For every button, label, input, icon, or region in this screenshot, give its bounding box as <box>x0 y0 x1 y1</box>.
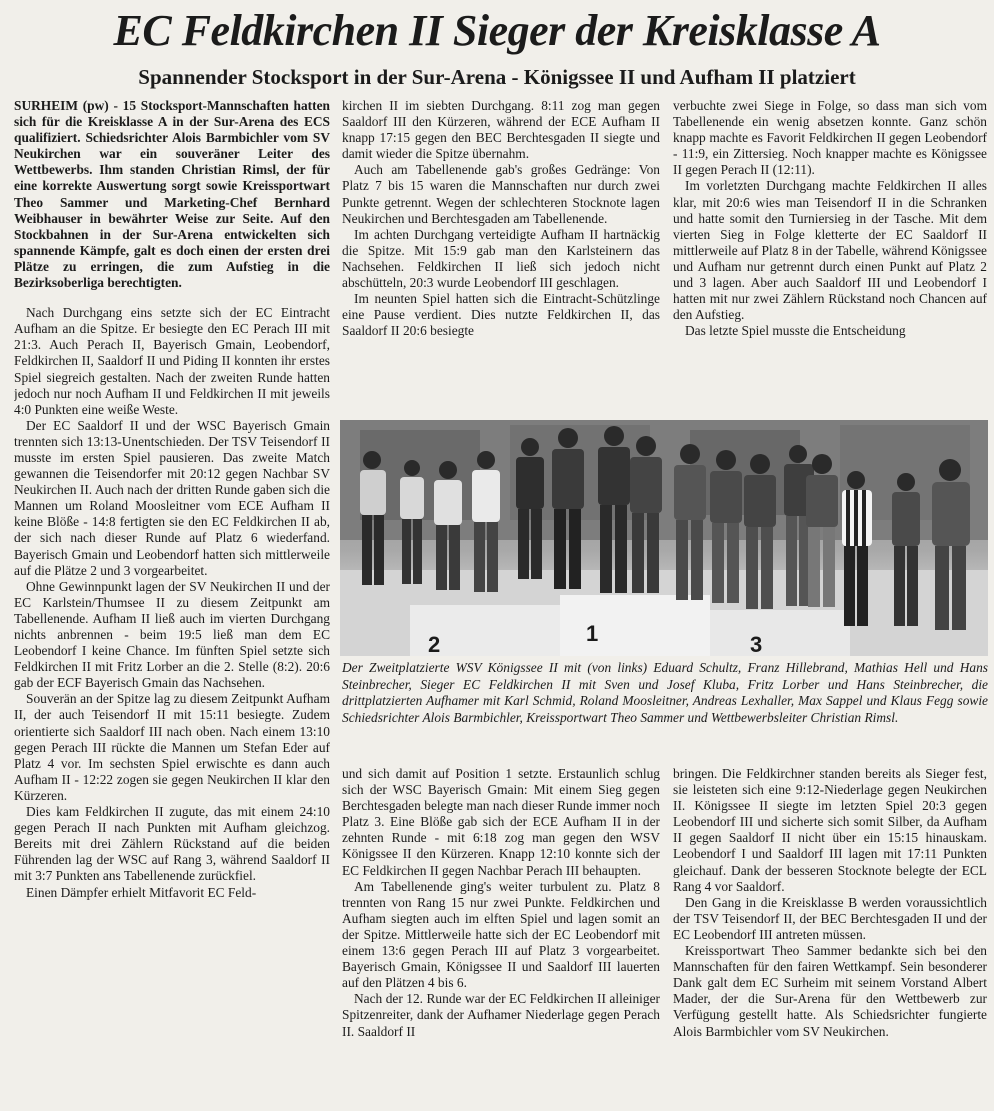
article-paragraph: bringen. Die Feldkirchner standen bereits als Sieger fest, sie leisteten sich eine 9:12-Niederlage gegen Neukirchen II. Königssee II siegte im letzten Spiel 20:3 gegen Leobendorf III und sicherte sich somit Silber, da Aufham II gegen Saaldorf II nicht über ein 15:15 hinauskam. Leobendorf I und Saaldorf III lagen mit 17:11 Punkten gleichauf. Dank der besseren Stocknote belegte der ECL Rang 4 vor Saaldorf. <box>673 766 987 894</box>
lead-paragraph: SURHEIM (pw) - 15 Stocksport-Mannschaften hatten sich für die Kreisklasse A in der Sur-Arena des ECS qualifiziert. Schiedsrichter Alois Barmbichler vom SV Neukirchen war ein souveräner Leiter des Wettbewerbs. Ihm standen Christian Rimsl, der für eine korrekte Auswertung sorgt sowie Kreissportwart Theo Sammer und Marketing-Chef Bernhard Weibhauser in bewährter Weise zur Seite. Auf den Stockbahnen in der Sur-Arena entwickelten sich spannende Kämpfe, galt es doch einen der ersten drei Plätze zu erringen, die zum Aufstieg in die Bezirksoberliga berechtigten. <box>14 98 330 291</box>
article-paragraph: verbuchte zwei Siege in Folge, so dass man sich vom Tabellenende ein wenig absetzen konnte. Ganz schön knapp machte es Favorit Feldkirchen II gegen Leobendorf - 11:9, ein Zittersieg. Noch knapper machte es Königssee II gegen Perach II (12:11). <box>673 98 987 178</box>
article-column-3-lower <box>673 766 987 1110</box>
article-column-2-lower <box>342 766 660 1110</box>
article-paragraph: Den Gang in die Kreisklasse B werden voraussichtlich der TSV Teisendorf II, der BEC Berchtesgaden II und der EC Leobendorf III antreten müssen. <box>673 894 987 942</box>
article-paragraph: Einen Dämpfer erhielt Mitfavorit EC Feld- <box>26 884 257 900</box>
article-paragraph: Im neunten Spiel hatten sich die Eintracht-Schützlinge eine Pause verdient. Dies nutzte Feldkirchen II, das Saaldorf II 20:6 besiegte <box>342 291 660 339</box>
podium-label-1: 1 <box>586 621 599 646</box>
article-paragraph: Nach Durchgang eins setzte sich der EC Eintracht Aufham an die Spitze. Er besiegte den EC Perach III mit 21:3. Auch Perach II, Bayerisch Gmain, Leobendorf, Feldkirchen II, Saaldorf II und Piding II konnten ihr erstes Spiel siegreich gestalten. Nach der zweiten Runde hatten jedoch nur noch Aufham II und Feldkirchen II mit jeweils 4:0 Punkten eine weiße Weste. <box>14 305 330 417</box>
podium-label-2: 2 <box>428 632 441 656</box>
article-column-1 <box>14 98 330 1108</box>
article-paragraph: und sich damit auf Position 1 setzte. Erstaunlich schlug sich der WSC Bayerisch Gmain: Mit einem Sieg gegen Berchtesgaden belegte man nach dieser Runde immer noch Platz 3. Eine Blöße gab sich der ECE Aufham II in der zehnten Runde - mit 6:18 zog man gegen den WSV Königssee II den Kürzeren. Knapp 12:10 konnte sich der EC Feldkirchen II gegen Nachbar Perach III behaupten. <box>342 766 660 878</box>
article-paragraph: Der EC Saaldorf II und der WSC Bayerisch Gmain trennten sich 13:13-Unentschieden. Der TSV Teisendorf II musste im ersten Spiel pausieren. Das zweite Match gewannen die Teisendorfer mit 20:12 gegen Nachbar SV Neukirchen II. Auch nach der dritten Runde gaben sich die Mannen um Roland Moosleitner vom ECE Aufham II keine Blöße - 14:8 fertigten sie den EC Feldkirchen II ab, der sich nach dieser Runde auf Platz 6 wiederfand. Bayerisch Gmain und Leobendorf hatten sich mittlerweile auf die Plätze 2 und 3 vorgearbeitet. <box>14 417 330 578</box>
article-paragraph: Ohne Gewinnpunkt lagen der SV Neukirchen II und der EC Karlstein/Thumsee II zu diesem Zeitpunkt am Tabellenende. Aufham II ließ auch im vierten Durchgang nichts anbrennen - beim 19:5 ließ man dem EC Leobendorf I keine Chance. Im fünften Spiel setzte sich Feldkirchen II mit Fritz Lorber an die 2. Stelle (8:2). 20:6 gab der ECF Bayerisch Gmain das Nachsehen. <box>14 578 330 691</box>
article-paragraph: Im vorletzten Durchgang machte Feldkirchen II alles klar, mit 20:6 wies man Teisendorf II in die Schranken und hatte somit den Turniersieg in der Tasche. Mit dem vierten Sieg in Folge kletterte der EC Saaldorf II mittlerweile auf Platz 8 in der Tabelle, während Königssee und Aufham nur getrennt durch einen Punkt auf Platz 2 und 3 lagen. Aber auch Saaldorf III und Leobendorf I hatten mit nur zwei Zählern Rückstand noch Chancen auf den Aufstieg. <box>673 178 987 323</box>
article-paragraph: Am Tabellenende ging's weiter turbulent zu. Platz 8 trennten von Rang 15 nur zwei Punkte. Feldkirchen und Aufham siegten auch im elften Spiel und lagen somit an der Spitze. Mittlerweile hatte sich der EC Leobendorf mit einem 13:6 gegen Perach III auf Platz 3 vorgearbeitet. Bayerisch Gmain, Königssee II und Saaldorf III lauerten auf den Plätzen 4 bis 6. <box>342 878 660 991</box>
podium-label-3: 3 <box>750 632 763 656</box>
article-paragraph: Dies kam Feldkirchen II zugute, das mit einem 24:10 gegen Perach II nach Punkten mit Aufham gleichzog. Bereits mit drei Zählern Rückstand auf die beiden Führenden lag der WSC auf Rang 3, während Saaldorf II mit 3:7 Punkten ans Tabellenende zurückfiel. <box>14 804 330 884</box>
article-paragraph: Nach der 12. Runde war der EC Feldkirchen II alleiniger Spitzenreiter, dank der Aufhamer Niederlage gegen Perach II. Saaldorf II <box>342 991 660 1039</box>
article-paragraph: Auch am Tabellenende gab's großes Gedränge: Von Platz 7 bis 15 waren die Mannschaften nur durch zwei Punkte getrennt. Wegen der schlechteren Stocknote lagen Neukirchen und Berchtesgaden am Tabellenende. <box>342 162 660 226</box>
article-column-2 <box>342 98 660 416</box>
article-column-3 <box>673 98 987 416</box>
photo-caption: Der Zweitplatzierte WSV Königssee II mit (von links) Eduard Schultz, Franz Hillebrand, Mathias Hell und Hans Steinbrecher, Sieger EC Feldkirchen II mit Sven und Josef Kluba, Fritz Lorber und Hans Steinbrecher, die drittplatzierten Aufhamer mit Karl Schmid, Roland Moosleitner, Andreas Lexhaller, Max Sappel und Klaus Fegg sowie Schiedsrichter Alois Barmbichler, Kreissportwart Theo Sammer und Wettbewerbsleiter Christian Rimsl. <box>342 660 988 725</box>
headline: EC Feldkirchen II Sieger der Kreisklasse A <box>113 6 881 55</box>
team-photo <box>340 420 988 656</box>
article-paragraph: kirchen II im siebten Durchgang. 8:11 zog man gegen Saaldorf III den Kürzeren, während der ECE Aufham II knapp 17:15 gegen den BEC Berchtesgaden II siegte und damit wieder die Spitze übernahm. <box>342 98 660 162</box>
article-paragraph: Das letzte Spiel musste die Entscheidung <box>685 323 906 339</box>
subheadline: Spannender Stocksport in der Sur-Arena - Königssee II und Aufham II platziert <box>138 65 856 89</box>
article-paragraph: Souverän an der Spitze lag zu diesem Zeitpunkt Aufham II, der auch Teisendorf II mit 15:11 besiegte. Zudem orientierte sich Saaldorf III nach oben. Nach einem 13:10 gegen Perach III rückte die Mannen um Stefan Eder auf Platz 4 vor. Im sechsten Spiel erwischte es dann auch Aufham II - 12:22 zogen sie gegen Neukirchen II klar den Kürzeren. <box>14 691 330 803</box>
article-paragraph: Im achten Durchgang verteidigte Aufham II hartnäckig die Spitze. Mit 15:9 gab man den Karlsteinern das Nachsehen. Feldkirchen II ließ sich jedoch nicht abschütteln, 20:3 wurde Leobendorf III geschlagen. <box>342 226 660 291</box>
article-paragraph: Kreissportwart Theo Sammer bedankte sich bei den Mannschaften für den fairen Wettkampf. Sein besonderer Dank galt dem EC Surheim mit seinem Vorstand Albert Mader, der die Sur-Arena für den Wettbewerb zur Verfügung gestellt hatte. Als Schiedsrichter fungierte Alois Barmbichler vom SV Neukirchen. <box>673 943 987 1039</box>
team-photo-image <box>340 420 988 656</box>
